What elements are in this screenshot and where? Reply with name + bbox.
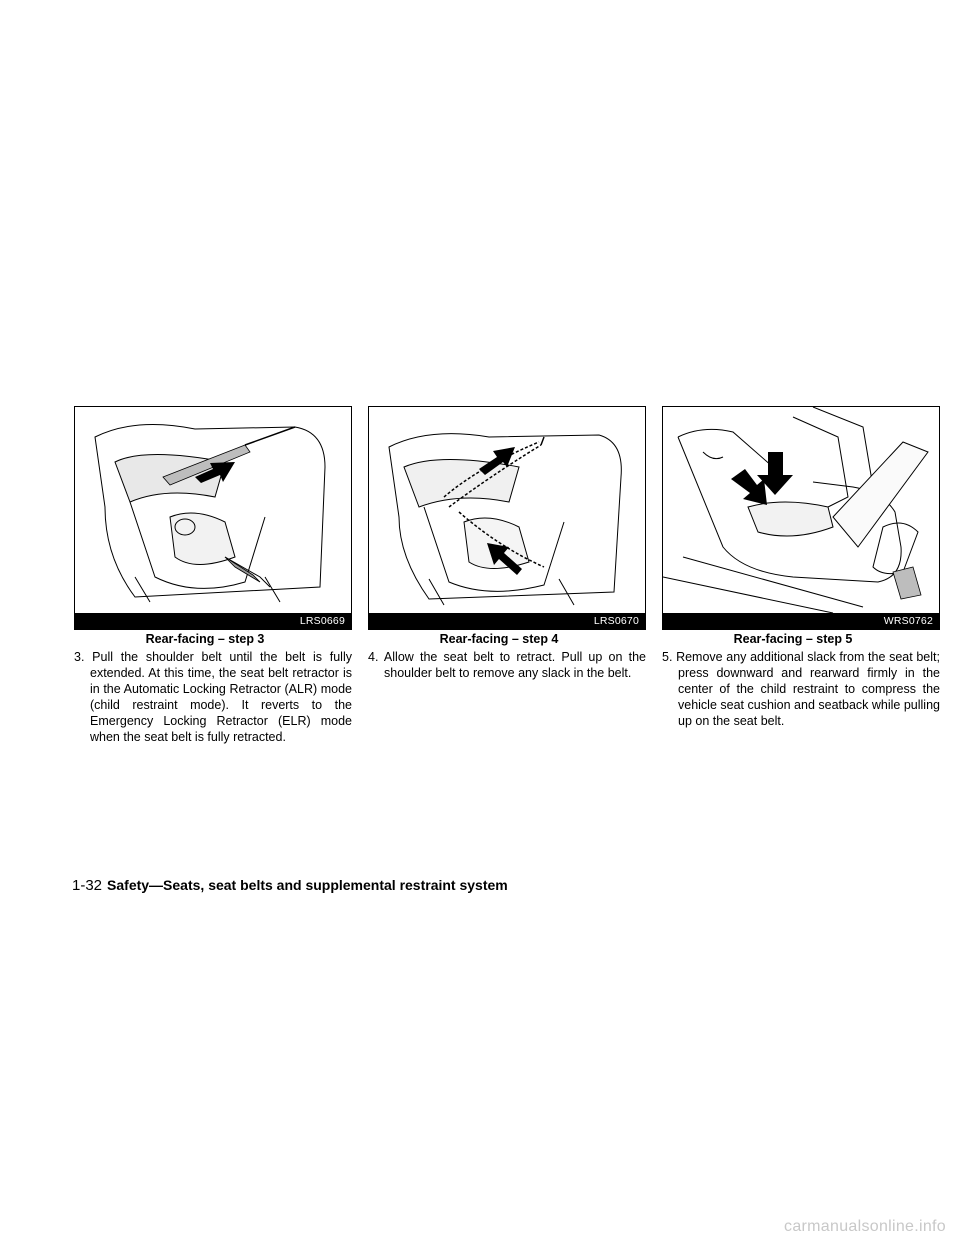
figure-caption: Rear-facing – step 3	[145, 632, 265, 646]
figure-column-step-3	[74, 406, 352, 745]
figure-column-step-4	[368, 406, 646, 681]
step-5-text: 5. Remove any additional slack from the seat belt; press downward and rearward firmly in the center of the child restraint to compress the vehicle seat cushion and seatback while pulling up on the seat belt.	[662, 650, 940, 728]
figure-step-3	[74, 406, 352, 630]
step-3-text: 3. Pull the shoulder belt until the belt is fully extended. At this time, the seat belt retractor is in the Automatic Locking Retractor (ALR) mode (child restraint mode). It reverts to the Emergency Locking Retractor (ELR) mode when the seat belt is fully retracted.	[74, 650, 352, 744]
section-title: Safety—Seats, seat belts and supplemental restraint system	[107, 877, 508, 893]
figure-caption: Rear-facing – step 5	[733, 632, 853, 646]
figure-code: WRS0762	[883, 615, 933, 627]
page-footer	[72, 876, 508, 895]
illustration-belt-retract	[369, 407, 645, 613]
figure-code-bar	[75, 613, 351, 629]
figure-code-bar	[663, 613, 939, 629]
watermark: carmanualsonline.info	[784, 1218, 946, 1235]
figure-caption: Rear-facing – step 4	[439, 632, 559, 646]
figure-step-4	[368, 406, 646, 630]
illustration-press-seat	[663, 407, 939, 613]
figure-code: LRS0669	[299, 615, 345, 627]
illustration-shoulder-belt-extended	[75, 407, 351, 613]
page-number: 1-32	[72, 877, 103, 894]
figure-column-step-5	[662, 406, 940, 729]
figure-code-bar	[369, 613, 645, 629]
figure-code: LRS0670	[593, 615, 639, 627]
figure-step-5	[662, 406, 940, 630]
step-4-text: 4. Allow the seat belt to retract. Pull up on the shoulder belt to remove any slack in the belt.	[368, 650, 646, 680]
